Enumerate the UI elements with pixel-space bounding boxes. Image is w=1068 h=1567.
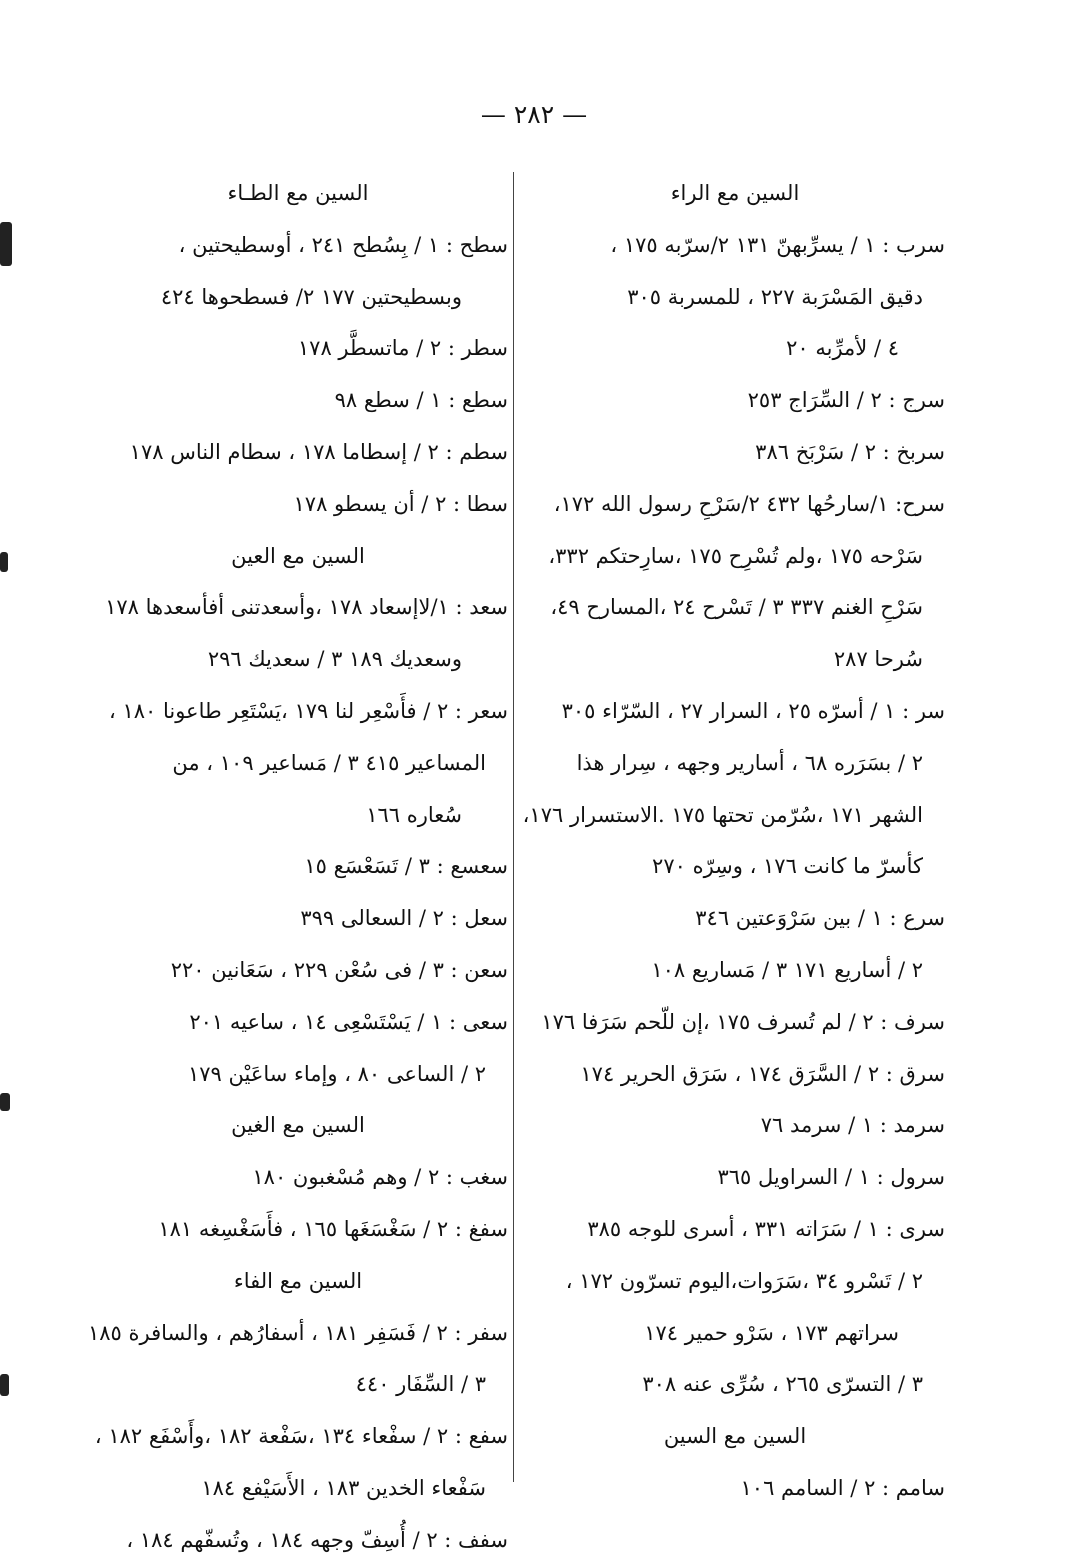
index-entry: سامم : ٢ / السامم ١٠٦ <box>740 1475 945 1500</box>
index-entry: سرف : ٢ / لم تُسرف ١٧٥ ،إن للّحم سَرَفا ١٧٦ <box>541 1009 945 1034</box>
index-entry: ٣ / التسرّى ٢٦٥ ، سُرِّى عنه ٣٠٨ <box>642 1372 923 1397</box>
index-entry: ٢ / تَسْرو ٣٤ ،سَرَوات،اليوم تسرّون ١٧٢ ، <box>565 1268 923 1293</box>
section-heading: السين مع الطـاء <box>227 181 369 205</box>
section-heading: السين مع السين <box>663 1424 807 1449</box>
index-entry: ٣ / السِّفَار ٤٤٠ <box>355 1372 486 1397</box>
index-entry: سطم : ٢ / إسطاما ١٧٨ ، سطام الناس ١٧٨ <box>129 439 508 464</box>
index-entry: سرح: ١/سارحُها ٤٣٢ ٢/سَرْحِ رسول الله ١٧٢، <box>553 491 945 516</box>
index-entry: سفف : ٢ / أُسِفّ وجهه ١٨٤ ، وتُسفّهم ١٨٤ ، <box>126 1527 508 1552</box>
index-entry: سعل : ٢ / السعالى ٣٩٩ <box>300 906 508 931</box>
index-entry: ٤ / لأمرِّبه ٢٠ <box>786 336 899 361</box>
scan-edge-mark <box>0 1093 10 1111</box>
index-entry: سراتهم ١٧٣ ، سَرْو حمير ١٧٤ <box>644 1320 899 1345</box>
section-heading: السين مع الفاء <box>233 1268 363 1293</box>
index-entry: سَرْحِ الغنم ٣٣٧ ٣ / تَسْرح ٢٤ ،المسارح ٤٩، <box>550 595 923 620</box>
index-entry: ٢ / الساعى ٨٠ ، وإماء ساعَيْن ١٧٩ <box>187 1061 486 1086</box>
index-entry: سطع : ١ / سطع ٩٨ <box>334 388 508 413</box>
index-entry: سعسع : ٣ / تَسَعْسَع ١٥ <box>304 854 508 879</box>
index-entry: سفغ : ٢ / سَغْسَغَها ١٦٥ ، فأَسَغْسِغه ١٨١ <box>158 1216 508 1241</box>
scan-edge-mark <box>0 222 12 266</box>
index-entry: سعن : ٣ / فى سُعْن ٢٢٩ ، سَعَانين ٢٢٠ <box>170 957 508 982</box>
index-entry: وبسطيحتين ١٧٧ ٢/ فسطحوها ٤٢٤ <box>160 284 462 309</box>
index-entry: سرى : ١ / سَرَاته ٣٣١ ، أسرى للوجه ٣٨٥ <box>587 1216 945 1241</box>
index-entry: دقيق المَسْرَبة ٢٢٧ ، للمسربة ٣٠٥ <box>627 284 923 309</box>
index-entry: وسعديك ١٨٩ ٣ / سعديك ٢٩٦ <box>207 647 462 672</box>
scan-edge-mark <box>0 1374 9 1396</box>
index-entry: سعر : ٢ / فأَسْعِر لنا ١٧٩ ،يَسْتَعِر طاعونا ١٨٠ ، <box>108 698 508 723</box>
index-entry: سر : ١ / أسرّه ٢٥ ، السرار ٢٧ ، السّرّاء ٣٠٥ <box>561 698 945 723</box>
index-entry: سطح : ١ / بِسُطح ٢٤١ ، أوسطيحتين ، <box>178 232 508 257</box>
index-entry: سفع : ٢ / سفْعاء ١٣٤ ،سَفْعة ١٨٢ ،وأَسْفَع ١٨٢ ، <box>94 1424 508 1449</box>
index-entry: سطر : ٢ / ماتسطَّر ١٧٨ <box>297 336 508 361</box>
column-divider <box>513 172 514 1482</box>
index-entry: كأسرّ ما كانت ١٧٦ ، وسِرّه ٢٧٠ <box>652 854 923 879</box>
index-entry: سفر : ٢ / فَسَفِر ١٨١ ، أسفارُهم ، والسافرة ١٨٥ <box>87 1320 508 1345</box>
section-heading: السين مع الغين <box>231 1113 365 1138</box>
page-number: — ٢٨٢ — <box>480 100 588 129</box>
index-entry: سعد : ١/لاإسعاد ١٧٨ ،وأسعدتنى أفأسعدها ١٧٨ <box>105 595 508 620</box>
index-entry: سُرحا ٢٨٧ <box>833 647 923 672</box>
index-entry: سرول : ١ / السراويل ٣٦٥ <box>717 1165 945 1190</box>
index-entry: سطا : ٢ / أن يسطو ١٧٨ <box>293 491 508 516</box>
index-entry: سعى : ١ / يَسْتَسْعِى ١٤ ، ساعيه ٢٠١ <box>189 1009 508 1034</box>
index-entry: سَرْحه ١٧٥ ،ولم تُسْرِح ١٧٥ ،سارِحتكم ٣٣٢، <box>548 543 923 568</box>
index-entry: سَفْعاء الخدين ١٨٣ ، الأَسَيْفع ١٨٤ <box>201 1475 486 1500</box>
index-entry: سرمد : ١ / سرمد ٧٦ <box>760 1113 945 1138</box>
index-entry: سرع : ١ / بين سَرْوَعتين ٣٤٦ <box>695 906 945 931</box>
scan-edge-mark <box>0 552 8 572</box>
section-heading: السين مع الراء <box>670 181 800 205</box>
index-entry: الشهر ١٧١ ،سُرّمن تحتها ١٧٥ .الاستسرار ١٧٦، <box>522 802 923 827</box>
index-entry: سربخ : ٢ / سَرْبَخ ٣٨٦ <box>755 439 945 464</box>
index-entry: سُعاره ١٦٦ <box>366 802 462 827</box>
index-entry: سرب : ١ / يسرِّبهنّ ١٣١ ٢/سرّبه ١٧٥ ، <box>610 232 945 257</box>
index-entry: ٢ / بسَرَره ٦٨ ، أسارير وجهه ، سِرار هذا <box>576 750 923 775</box>
index-entry: المساعير ٤١٥ ٣ / مَساعير ١٠٩ ، من <box>172 750 486 775</box>
index-entry: سرق : ٢ / السَّرَق ١٧٤ ، سَرَق الحرير ١٧٤ <box>580 1061 945 1086</box>
section-heading: السين مع العين <box>231 543 365 568</box>
index-entry: سغب : ٢ / وهم مُسْغبون ١٨٠ <box>252 1165 508 1190</box>
right-column <box>522 168 945 1515</box>
index-entry: سرج : ٢ / السِّرَاج ٢٥٣ <box>747 388 945 413</box>
left-column <box>88 168 508 1567</box>
index-entry: ٢ / أساريع ١٧١ ٣ / مَساريع ١٠٨ <box>651 957 923 982</box>
